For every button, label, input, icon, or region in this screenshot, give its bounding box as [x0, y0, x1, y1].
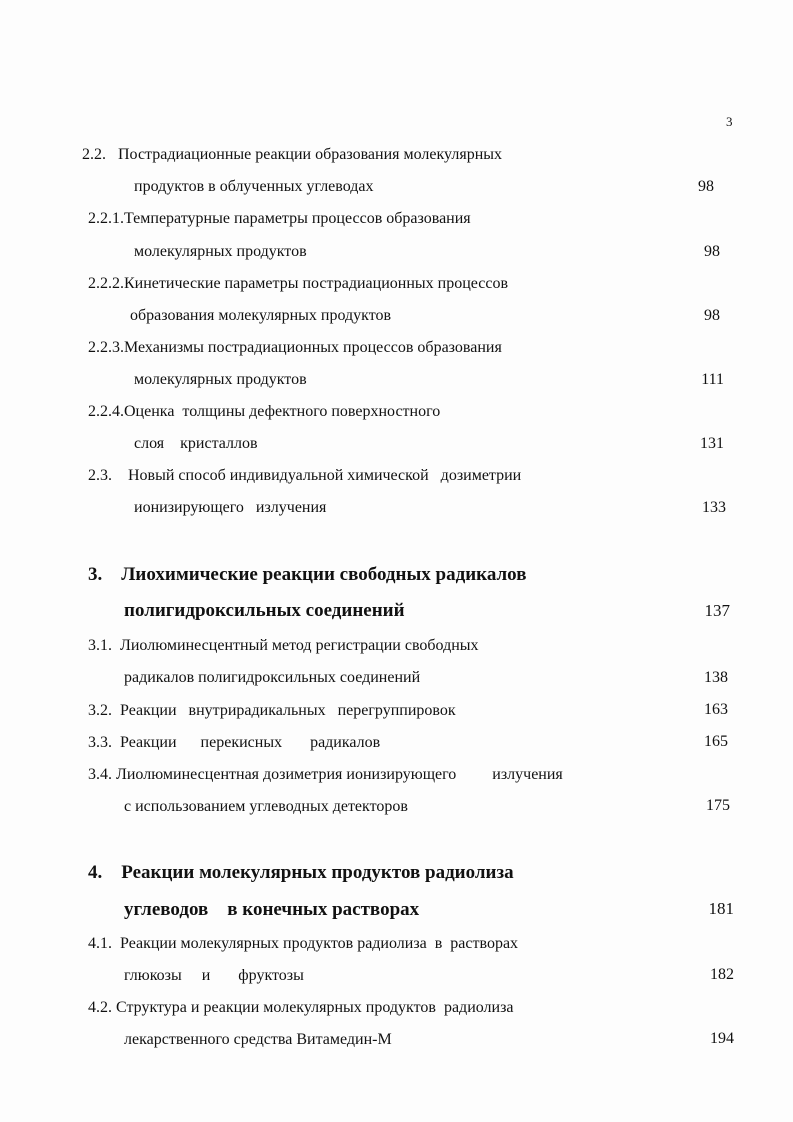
toc-chapter-3-line1: 3. Лиохимические реакции свободных радикалов	[88, 564, 527, 585]
toc-entry-2-2-2-page: 98	[704, 307, 720, 324]
toc-entry-2-2-line1: 2.2. Пострадиационные реакции образования молекулярных	[82, 146, 503, 163]
toc-entry-4-2-page: 194	[710, 1030, 734, 1047]
page-number: 3	[726, 114, 733, 129]
toc-entry-2-2-2-line1: 2.2.2.Кинетические параметры пострадиационных процессов	[88, 275, 509, 292]
toc-entry-2-2-3-line2: молекулярных продуктов	[134, 371, 307, 388]
toc-entry-2-3-line1: 2.3. Новый способ индивидуальной химической дозиметрии	[88, 467, 522, 484]
toc-entry-4-1-line2: глюкозы и фруктозы	[124, 967, 304, 984]
toc-entry-3-3-line1: 3.3. Реакции перекисных радикалов	[88, 734, 381, 751]
toc-entry-3-4-line2: с использованием углеводных детекторов	[124, 798, 408, 815]
toc-entry-2-2-3-line1: 2.2.3.Механизмы пострадиационных процессов образования	[88, 339, 502, 356]
toc-entry-3-3-page: 165	[704, 733, 728, 750]
toc-chapter-4-page: 181	[708, 899, 734, 918]
toc-entry-3-1-line2: радикалов полигидроксильных соединений	[124, 669, 421, 686]
toc-entry-2-2-3-page: 111	[701, 371, 724, 388]
toc-entry-4-2-line2: лекарственного средства Витамедин-М	[124, 1031, 392, 1048]
toc-entry-2-2-page: 98	[698, 178, 714, 195]
toc-entry-2-2-2-line2: образования молекулярных продуктов	[130, 307, 392, 324]
toc-entry-3-2-line1: 3.2. Реакции внутрирадикальных перегруппировок	[88, 702, 456, 719]
toc-entry-3-1-page: 138	[704, 669, 728, 686]
toc-entry-3-4-page: 175	[706, 797, 730, 814]
toc-entry-2-2-1-page: 98	[704, 243, 720, 260]
toc-entry-3-1-line1: 3.1. Лиолюминесцентный метод регистрации свободных	[88, 637, 479, 654]
toc-chapter-4-line1: 4. Реакции молекулярных продуктов радиолиза	[88, 862, 514, 883]
toc-entry-2-2-4-page: 131	[700, 435, 724, 452]
toc-entry-4-1-page: 182	[710, 966, 734, 983]
toc-entry-2-3-line2: ионизирующего излучения	[134, 499, 327, 516]
toc-chapter-3-page: 137	[704, 601, 730, 620]
toc-chapter-4-line2: углеводов в конечных растворах	[124, 899, 420, 920]
toc-entry-2-2-4-line2: слоя кристаллов	[134, 435, 258, 452]
toc-entry-4-2-line1: 4.2. Структура и реакции молекулярных продуктов радиолиза	[88, 999, 514, 1016]
toc-entry-3-4-line1: 3.4. Лиолюминесцентная дозиметрия ионизирующего излучения	[88, 766, 563, 783]
toc-entry-2-2-1-line2: молекулярных продуктов	[134, 243, 307, 260]
toc-entry-2-3-page: 133	[702, 499, 726, 516]
toc-chapter-3-line2: полигидроксильных соединений	[124, 600, 405, 621]
toc-entry-3-2-page: 163	[704, 701, 728, 718]
toc-entry-2-2-4-line1: 2.2.4.Оценка толщины дефектного поверхностного	[88, 403, 441, 420]
toc-entry-2-2-1-line1: 2.2.1.Температурные параметры процессов образования	[88, 210, 471, 227]
toc-entry-4-1-line1: 4.1. Реакции молекулярных продуктов радиолиза в растворах	[88, 935, 519, 952]
toc-entry-2-2-line2: продуктов в облученных углеводах	[134, 178, 374, 195]
